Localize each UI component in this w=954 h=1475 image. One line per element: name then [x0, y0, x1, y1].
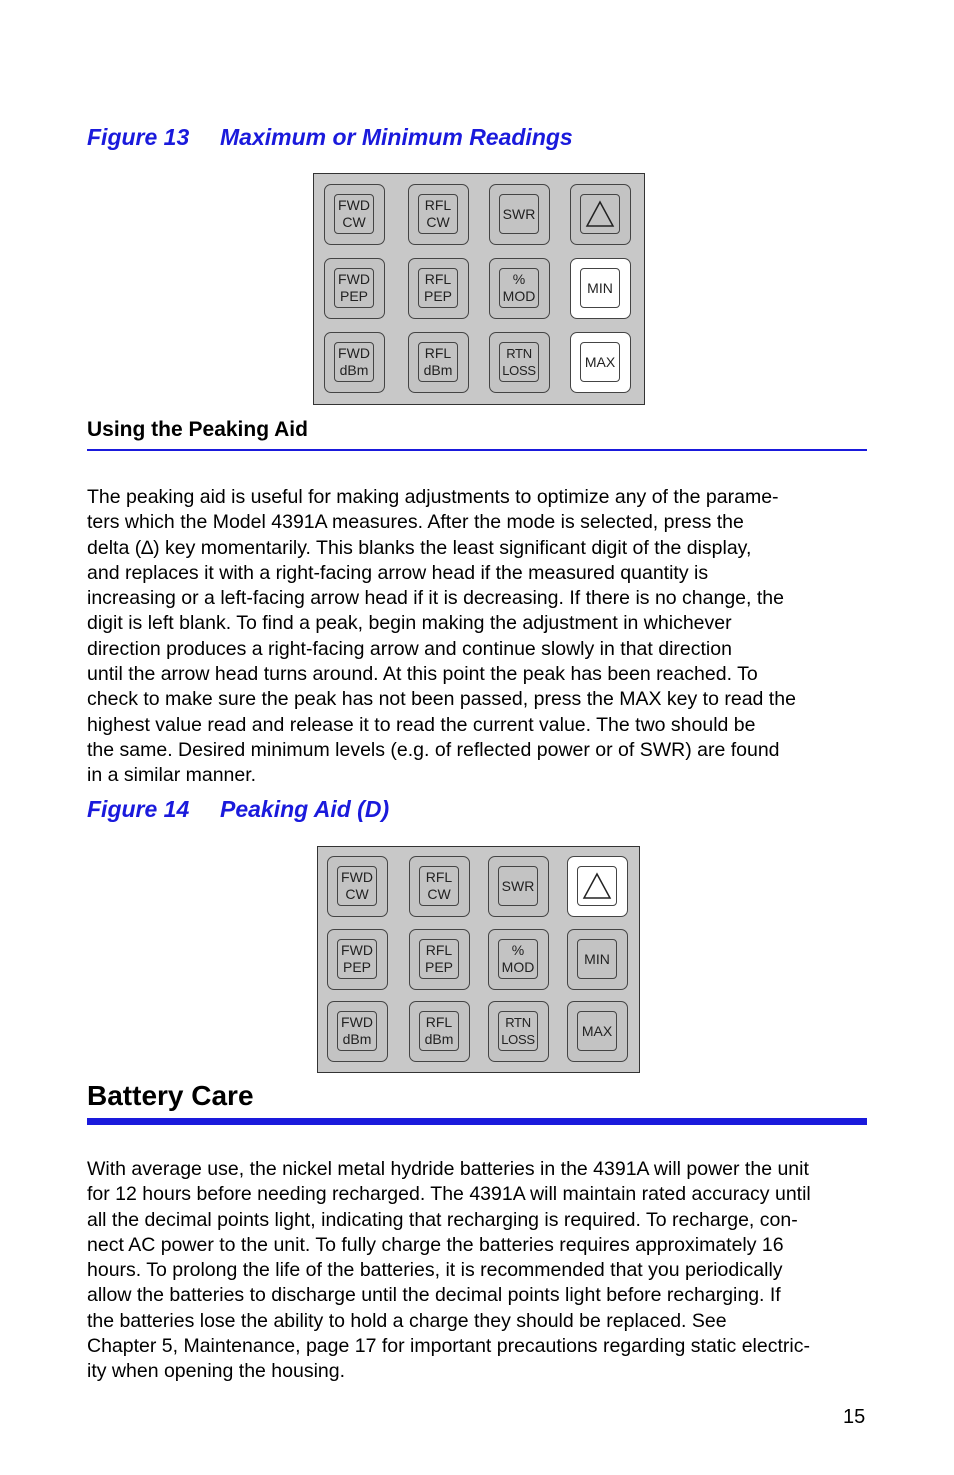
pct-mod-key[interactable]: [489, 258, 550, 319]
figure-14-title: Peaking Aid (D): [220, 796, 390, 822]
rfl-pep-key[interactable]: [408, 258, 469, 319]
key-label: dBm: [339, 362, 369, 378]
key-label: RFL: [425, 869, 453, 885]
peaking-aid-paragraph: [87, 485, 869, 789]
fwd-cw-key[interactable]: [327, 856, 388, 917]
key-label: FWD: [341, 869, 373, 885]
key-label: RFL: [424, 197, 452, 213]
swr-key[interactable]: [489, 184, 550, 245]
key-label: RTN: [505, 1015, 531, 1030]
rfl-dbm-key[interactable]: [408, 332, 469, 393]
key-label: LOSS: [501, 1032, 535, 1047]
text-line: hours. To prolong the life of the batteries, it is recommended that you periodically: [87, 1259, 783, 1282]
figure-14-caption: [87, 796, 389, 823]
figure-14-number: Figure 14: [87, 796, 190, 822]
text-line: the batteries lose the ability to hold a charge they should be replaced. See: [87, 1309, 727, 1332]
key-label: MIN: [587, 279, 613, 296]
key-label: CW: [345, 886, 369, 902]
key-label: dBm: [424, 1031, 454, 1047]
text-line: The peaking aid is useful for making adjustments to optimize any of the parame-: [87, 486, 779, 508]
key-label: LOSS: [502, 363, 536, 378]
text-line: ters which the Model 4391A measures. After the mode is selected, press the: [87, 511, 744, 534]
key-label: MIN: [584, 950, 610, 967]
key-label: %: [512, 271, 526, 287]
min-key[interactable]: [570, 258, 631, 319]
key-label: SWR: [501, 877, 535, 894]
text-line: Chapter 5, Maintenance, page 17 for important precautions regarding static electric-: [87, 1335, 810, 1358]
key-label: FWD: [338, 345, 370, 361]
figure-13-title: Maximum or Minimum Readings: [220, 124, 573, 150]
max-key[interactable]: [567, 1001, 628, 1062]
figure-13-caption: [87, 124, 573, 151]
text-line: ity when opening the housing.: [87, 1360, 346, 1383]
key-label: SWR: [502, 205, 536, 222]
page-number: 15: [843, 1406, 866, 1428]
key-label: FWD: [341, 942, 373, 958]
text-line: highest value read and release it to read the current value. The two should be: [87, 713, 756, 736]
key-label: dBm: [423, 362, 453, 378]
fwd-cw-key[interactable]: [324, 184, 385, 245]
key-label: MAX: [581, 1022, 613, 1039]
key-label: CW: [342, 214, 366, 230]
key-label: PEP: [342, 959, 371, 975]
key-label: MOD: [501, 959, 535, 975]
fwd-dbm-key[interactable]: [327, 1001, 388, 1062]
key-label: PEP: [423, 288, 452, 304]
min-key[interactable]: [567, 929, 628, 990]
key-label: RFL: [424, 271, 452, 287]
key-label: PEP: [339, 288, 368, 304]
key-label: MAX: [584, 353, 616, 370]
text-line: check to make sure the peak has not been passed, press the MAX key to read the: [87, 688, 796, 711]
delta-icon: [582, 872, 612, 900]
key-label: CW: [426, 214, 450, 230]
delta-key[interactable]: [570, 184, 631, 245]
section-heading-peaking-aid: Using the Peaking Aid: [87, 418, 308, 441]
text-line: in a similar manner.: [87, 764, 257, 787]
text-line: delta (∆) key momentarily. This blanks the least significant digit of the display,: [87, 536, 752, 559]
text-line: for 12 hours before needing recharged. The 4391A will maintain rated accuracy until: [87, 1183, 811, 1206]
delta-key[interactable]: [567, 856, 628, 917]
fwd-dbm-key[interactable]: [324, 332, 385, 393]
fwd-pep-key[interactable]: [324, 258, 385, 319]
rtn-loss-key[interactable]: [488, 1001, 549, 1062]
rtn-loss-key[interactable]: [489, 332, 550, 393]
pct-mod-key[interactable]: [488, 929, 549, 990]
keypad-figure-14: [317, 846, 640, 1073]
figure-13-number: Figure 13: [87, 124, 190, 150]
rfl-pep-key[interactable]: [409, 929, 470, 990]
text-line: all the decimal points light, indicating that recharging is required. To recharge, con-: [87, 1208, 798, 1231]
rfl-cw-key[interactable]: [409, 856, 470, 917]
text-line: allow the batteries to discharge until the decimal points light before recharging. If: [87, 1284, 781, 1307]
swr-key[interactable]: [488, 856, 549, 917]
text-line: until the arrow head turns around. At this point the peak has been reached. To: [87, 663, 758, 686]
rfl-cw-key[interactable]: [408, 184, 469, 245]
key-label: dBm: [342, 1031, 372, 1047]
key-label: RTN: [506, 346, 532, 361]
section-rule: [87, 1118, 867, 1125]
text-line: increasing or a left-facing arrow head if it is decreasing. If there is no change, the: [87, 587, 784, 610]
keypad-figure-13: [313, 173, 645, 405]
key-label: RFL: [425, 942, 453, 958]
delta-icon: [585, 200, 615, 228]
battery-care-paragraph: [87, 1157, 869, 1385]
key-label: %: [511, 942, 525, 958]
key-label: PEP: [424, 959, 453, 975]
text-line: digit is left blank. To find a peak, begin making the adjustment in whichever: [87, 612, 732, 635]
key-label: RFL: [425, 1014, 453, 1030]
text-line: the same. Desired minimum levels (e.g. of reflected power or of SWR) are found: [87, 738, 780, 761]
key-label: RFL: [424, 345, 452, 361]
fwd-pep-key[interactable]: [327, 929, 388, 990]
text-line: direction produces a right-facing arrow and continue slowly in that direction: [87, 637, 732, 660]
key-label: FWD: [338, 271, 370, 287]
section-heading-battery-care: Battery Care: [87, 1080, 254, 1111]
section-rule: [87, 449, 867, 451]
text-line: nect AC power to the unit. To fully charge the batteries requires approximately 16: [87, 1233, 784, 1256]
key-label: MOD: [502, 288, 536, 304]
key-label: FWD: [338, 197, 370, 213]
key-label: CW: [427, 886, 451, 902]
rfl-dbm-key[interactable]: [409, 1001, 470, 1062]
text-line: With average use, the nickel metal hydride batteries in the 4391A will power the unit: [87, 1158, 809, 1180]
key-label: FWD: [341, 1014, 373, 1030]
text-line: and replaces it with a right-facing arrow head if the measured quantity is: [87, 561, 709, 584]
max-key[interactable]: [570, 332, 631, 393]
